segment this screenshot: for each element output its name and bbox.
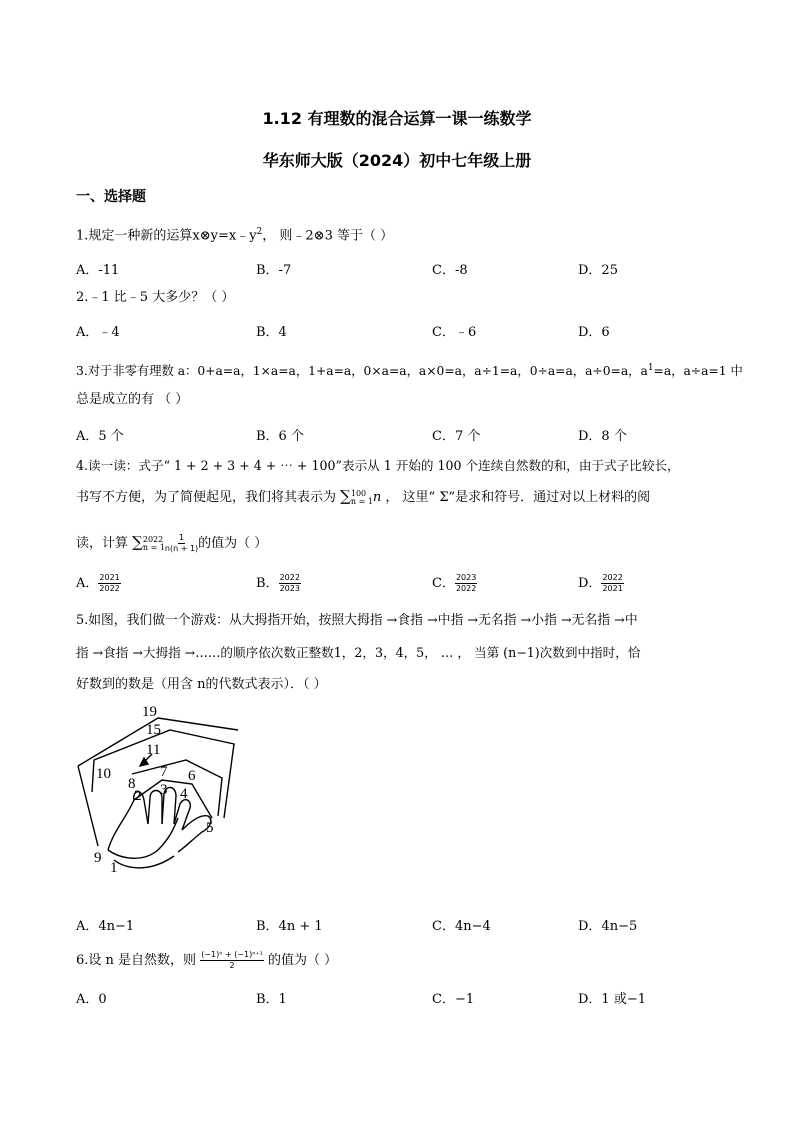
figure-number-11: 11: [146, 742, 161, 758]
question-1-option-c: C．-8: [432, 263, 468, 278]
question-6-fraction: [200, 950, 264, 971]
question-6-option-b: B．1: [256, 992, 287, 1007]
question-2-option-b: B．4: [256, 325, 287, 340]
question-3-exponent: 1: [647, 363, 654, 373]
question-4-option-d: [578, 572, 624, 594]
figure-number-1: 1: [110, 860, 118, 876]
question-4-line-2: [76, 486, 650, 508]
document-subtitle: 华东师大版（2024）初中七年级上册: [262, 151, 532, 170]
question-3-text-b: =a，a÷a=1 中: [653, 364, 743, 379]
question-2-stem: 2.﹣1 比﹣5 大多少？（ ）: [76, 290, 235, 305]
figure-number-15: 15: [146, 722, 161, 738]
question-5-option-c: C．4n−4: [432, 919, 491, 934]
figure-number-2: 2: [134, 788, 142, 804]
question-6-option-c: C．−1: [432, 992, 475, 1007]
sigma-symbol: ∑: [132, 533, 143, 551]
question-4-line-2-b: ， 这里“ Σ”是求和符号．通过对以上材料的阅: [385, 490, 651, 505]
question-2-option-d: D．6: [578, 325, 610, 340]
figure-number-9: 9: [94, 850, 102, 866]
question-4-option-d-label: D．: [578, 576, 602, 591]
hand-counting-figure: [74, 700, 244, 880]
question-1-option-d: D．25: [578, 263, 618, 278]
question-4-line-2-a: 书写不方便，为了简便起见，我们将其表示为: [76, 490, 337, 505]
question-6-option-a: A．0: [76, 992, 107, 1007]
figure-number-4: 4: [180, 786, 188, 802]
question-1-option-b: B．-7: [256, 263, 292, 278]
question-4-option-a: [76, 572, 121, 594]
figure-number-6: 6: [188, 768, 196, 784]
figure-number-8: 8: [128, 776, 136, 792]
question-5-line-1: 5.如图，我们做一个游戏：从大拇指开始，按照大拇指 →食指 →中指 →无名指 →小指 →无名指 →中: [76, 613, 638, 628]
question-4-option-c-fraction: [455, 573, 477, 594]
question-3-option-a: A．5 个: [76, 429, 124, 444]
question-5-option-d: D．4n−5: [578, 919, 638, 934]
question-6-text-b: 的值为（ ）: [268, 953, 338, 968]
question-2-option-c: C．﹣6: [432, 325, 477, 340]
option-a-denominator: 2022: [99, 584, 120, 593]
option-b-numerator: 2022: [279, 573, 300, 582]
question-4-option-c-label: C．: [432, 576, 455, 591]
question-4-option-b: [256, 572, 301, 594]
sigma-2-numerator: 1: [178, 533, 185, 542]
question-3-option-b: B．6 个: [256, 429, 304, 444]
figure-number-5: 5: [206, 820, 214, 836]
option-d-numerator: 2022: [602, 573, 623, 582]
question-4-line-3: [76, 532, 267, 554]
question-4-option-b-fraction: [279, 573, 301, 594]
sigma-1-limits: [351, 490, 373, 506]
question-4-option-a-fraction: [98, 573, 120, 594]
figure-number-7: 7: [160, 764, 168, 780]
section-heading: 一、选择题: [76, 189, 146, 205]
question-1-operation: x⊗y=x﹣y: [192, 228, 257, 244]
sigma-2-lower: n = 1: [142, 542, 165, 552]
sigma-1-lower: n = 1: [350, 496, 373, 506]
figure-number-19: 19: [142, 704, 157, 720]
option-c-denominator: 2022: [455, 584, 477, 593]
question-6-text-a: 6.设 n 是自然数，则: [76, 953, 197, 968]
question-5-option-b: B．4n + 1: [256, 919, 323, 934]
sigma-2-fraction: [165, 533, 198, 554]
question-1-stem: [76, 222, 393, 246]
question-4-line-1: 4.读一读：式子“ 1 + 2 + 3 + 4 + ⋯ + 100”表示从 1 开始的 100 个连续自然数的和，由于式子比较长，: [76, 458, 680, 473]
option-a-numerator: 2021: [99, 573, 120, 582]
question-6-stem: [76, 950, 337, 971]
question-1-text-a: 1.规定一种新的运算: [76, 228, 193, 244]
sigma-symbol: ∑: [340, 487, 351, 505]
question-6-denominator: 2: [229, 961, 235, 970]
document-title: 1.12 有理数的混合运算一课一练数学: [262, 109, 532, 128]
question-4-line-3-b: 的值为（ ）: [198, 536, 268, 551]
question-3-text-a: 3.对于非零有理数 a：0+a=a，1×a=a，1+a=a，0×a=a，a×0=a，a÷1=a，0÷a=a，a÷0=a，a: [76, 364, 648, 379]
question-5-line-3: 好数到的数是（用含 n的代数式表示）．（ ）: [76, 677, 327, 692]
question-4-option-b-label: B．: [256, 576, 279, 591]
sigma-1-upper: 100: [350, 488, 367, 498]
question-1-exponent: 2: [256, 227, 263, 237]
question-4-option-d-fraction: [601, 573, 623, 594]
question-6-numerator: (−1)ⁿ + (−1)ⁿ⁺¹: [201, 950, 263, 959]
sigma-2-upper: 2022: [142, 534, 164, 544]
option-b-denominator: 2023: [279, 584, 300, 593]
hand-outline: [78, 718, 238, 868]
question-4-line-3-a: 读，计算: [76, 536, 129, 551]
option-d-denominator: 2021: [602, 584, 623, 593]
figure-number-10: 10: [96, 766, 111, 782]
question-5-option-a: A．4n−1: [76, 919, 135, 934]
sigma-2-limits: [143, 536, 165, 552]
question-4-option-c: [432, 572, 477, 594]
sigma-2-denominator: n(n + 1): [164, 544, 199, 553]
question-1-text-b: ， 则﹣2⊗3 等于（ ）: [262, 228, 394, 244]
figure-number-3: 3: [160, 782, 168, 798]
question-6-option-d: D．1 或−1: [578, 992, 646, 1007]
option-c-numerator: 2023: [455, 573, 477, 582]
question-3-stem-line-2: 总是成立的有 （ ）: [76, 392, 189, 407]
question-2-option-a: A．﹣4: [76, 325, 120, 340]
question-3-stem: [76, 358, 743, 381]
question-4-option-a-label: A．: [76, 576, 99, 591]
question-5-line-2: 指 →食指 →大拇指 →……的顺序依次数正整数1，2，3，4，5， … ， 当第 (n−1)次数到中指时，恰: [76, 645, 641, 660]
sigma-1-term: n: [372, 490, 382, 505]
question-3-option-d: D．8 个: [578, 429, 627, 444]
question-1-option-a: A．-11: [76, 263, 120, 278]
question-3-option-c: C．7 个: [432, 429, 481, 444]
